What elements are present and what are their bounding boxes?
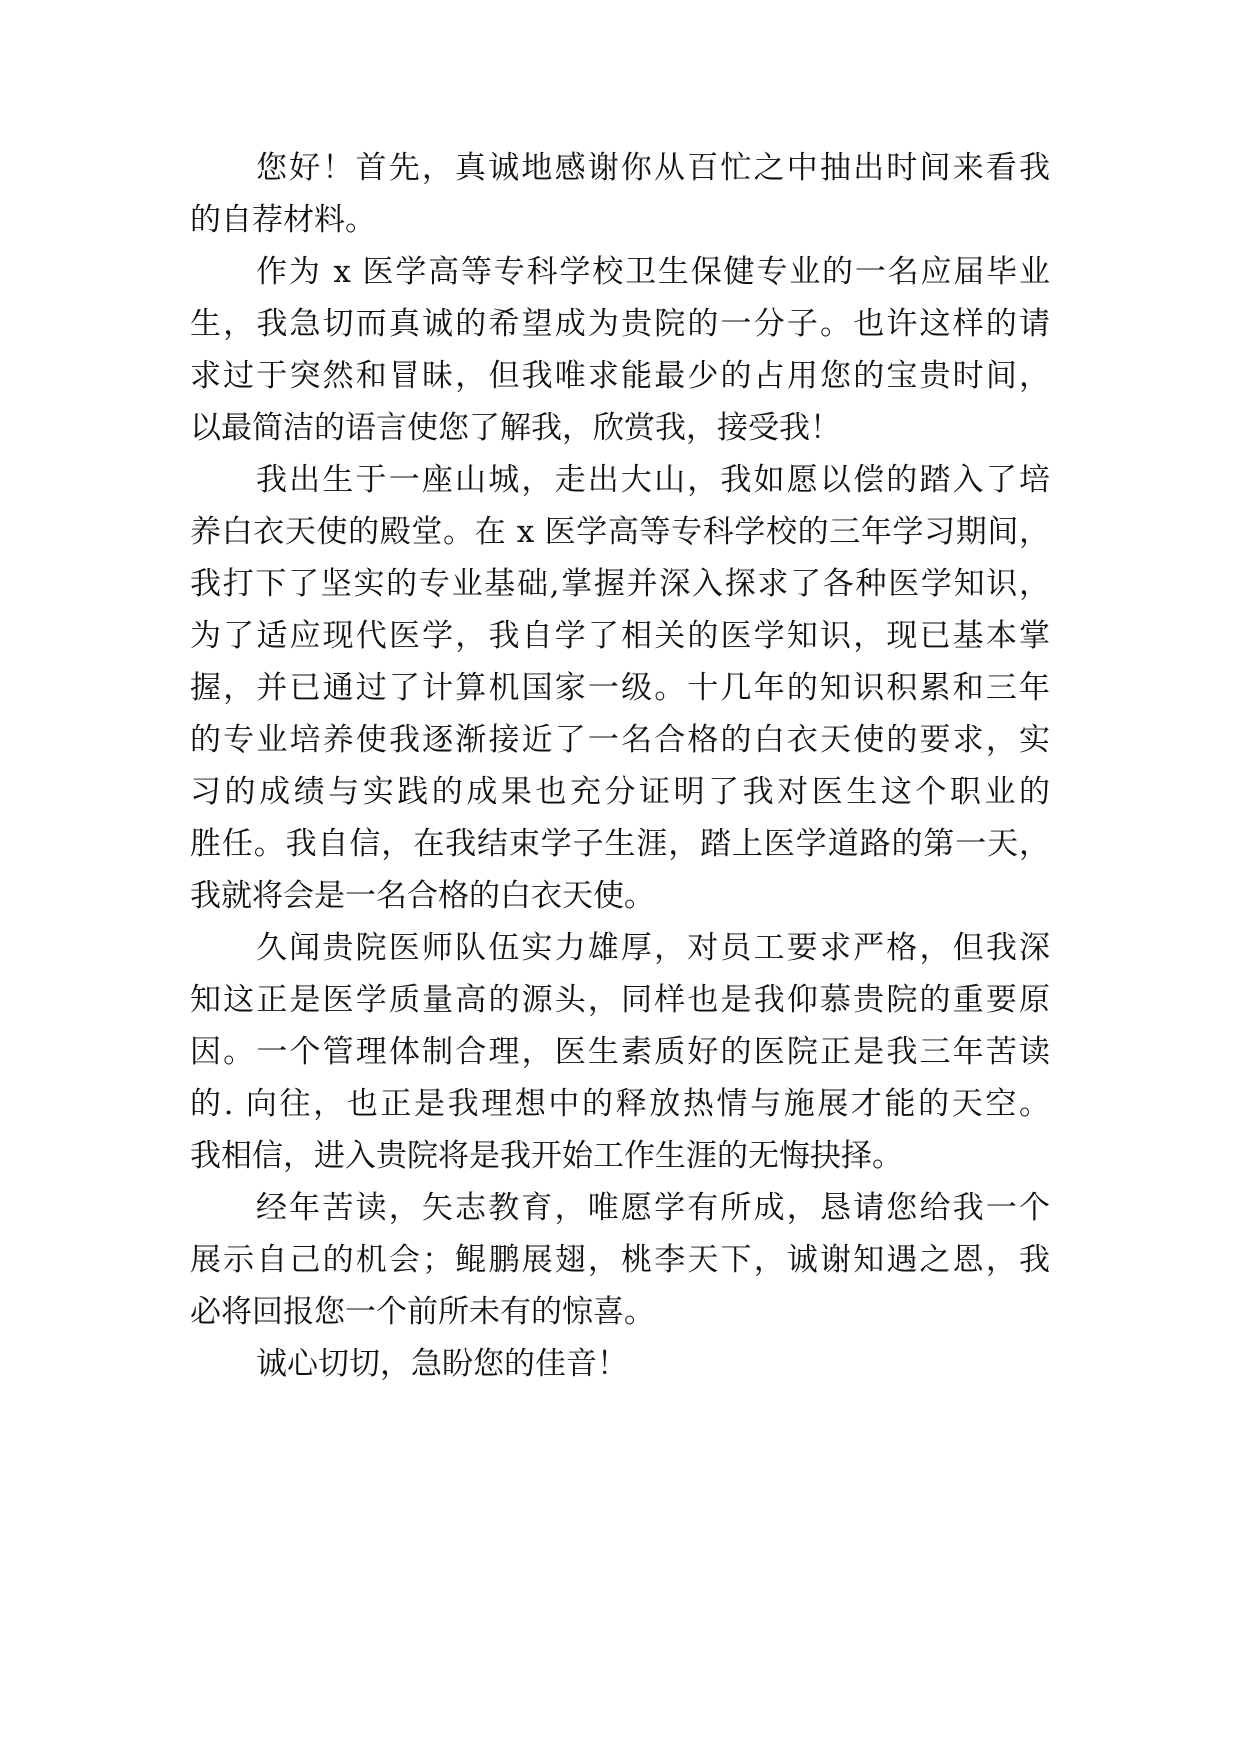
paragraph-line: 胜任。我自信，在我结束学子生涯，踏上医学道路的第一天， [190,826,1050,862]
paragraph-line: 握，并已通过了计算机国家一级。十几年的知识积累和三年 [190,670,1050,706]
paragraph-line: 的自荐材料。 [190,202,376,238]
paragraph-line: 的. 向往，也正是我理想中的释放热情与施展才能的天空。 [190,1086,1050,1122]
paragraph-line: 以最简洁的语言使您了解我，欣赏我，接受我！ [190,410,841,446]
paragraph-line: 知这正是医学质量高的源头，同样也是我仰慕贵院的重要原 [190,982,1050,1018]
paragraph-line: 的专业培养使我逐渐接近了一名合格的白衣天使的要求，实 [190,722,1050,758]
paragraph-line: 作为 x 医学高等专科学校卫生保健专业的一名应届毕业 [256,254,1050,290]
paragraph-line: 我相信，进入贵院将是我开始工作生涯的无悔抉择。 [190,1138,903,1174]
paragraph-line: 久闻贵院医师队伍实力雄厚，对员工要求严格，但我深 [256,930,1050,966]
paragraph-line: 为了适应现代医学，我自学了相关的医学知识，现已基本掌 [190,618,1050,654]
paragraph-line: 我就将会是一名合格的白衣天使。 [190,878,655,914]
paragraph-line: 求过于突然和冒昧，但我唯求能最少的占用您的宝贵时间， [190,358,1050,394]
paragraph-line: 习的成绩与实践的成果也充分证明了我对医生这个职业的 [190,774,1050,810]
paragraph-line: 我打下了坚实的专业基础,掌握并深入探求了各种医学知识， [190,566,1050,602]
paragraph-line: 我出生于一座山城，走出大山，我如愿以偿的踏入了培 [256,462,1050,498]
paragraph-line: 您好！首先，真诚地感谢你从百忙之中抽出时间来看我 [256,150,1050,186]
paragraph-line: 养白衣天使的殿堂。在 x 医学高等专科学校的三年学习期间， [190,514,1050,550]
paragraph-line: 必将回报您一个前所未有的惊喜。 [190,1294,655,1330]
paragraph-line: 经年苦读，矢志教育，唯愿学有所成，恳请您给我一个 [256,1190,1050,1226]
closing-line: 诚心切切，急盼您的佳音！ [256,1346,628,1382]
paragraph-line: 展示自己的机会；鲲鹏展翅，桃李天下，诚谢知遇之恩，我 [190,1242,1050,1278]
paragraph-line: 因。一个管理体制合理，医生素质好的医院正是我三年苦读 [190,1034,1050,1070]
paragraph-line: 生，我急切而真诚的希望成为贵院的一分子。也许这样的请 [190,306,1050,342]
